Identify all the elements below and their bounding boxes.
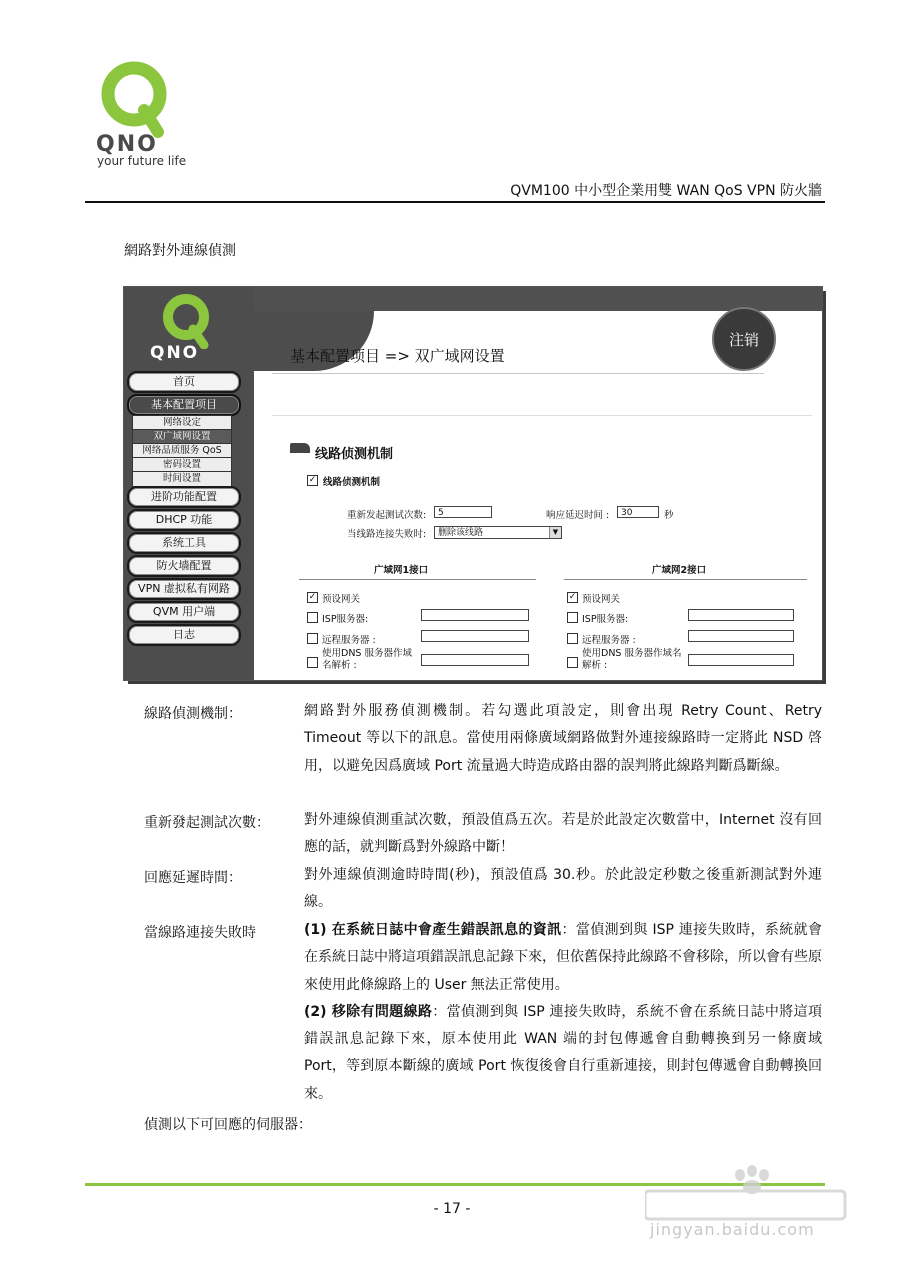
wan1-default-gateway-label: 预设网关 [322,594,361,605]
logo-wordmark: QNO [96,132,158,157]
nsd-enable-checkbox[interactable]: ✓ [308,475,317,485]
subnav-qos[interactable]: 网络品质服务 QoS [132,443,232,459]
wan2-dns-input[interactable] [688,654,794,666]
wan1-dns-input[interactable] [421,654,529,666]
wan2-header-rule [564,579,807,580]
term-line-detection: 線路偵測機制： [144,706,242,722]
nav-firewall[interactable]: 防火墙配置 [127,555,241,577]
option-1-text: ：當偵測到與 ISP 連接失敗時，系統就會在系統日誌中將這項錯誤訊息記錄下來，但依舊保持此線路不會移除，所以會有些原來使用此條線路上的 User 無法正常使用。 [304,922,822,993]
retry-timeout-input[interactable]: 30 [617,506,659,518]
wan1-isp-input[interactable] [421,609,529,621]
wan1-remote-checkbox[interactable] [307,633,318,644]
nav-system-tools[interactable]: 系统工具 [127,532,241,554]
chevron-down-icon: ▼ [549,527,561,538]
router-ui-screenshot [123,286,823,681]
retry-timeout-unit: 秒 [664,510,674,521]
wan1-header-rule [299,579,536,580]
term-detect-servers: 偵測以下可回應的伺服器： [144,1117,312,1133]
watermark-url: jingyan.baidu.com [650,1220,815,1239]
term-retry-count: 重新發起測試次數： [144,815,270,831]
fail-action-option-2 [304,999,822,1108]
wan1-default-gateway-checkbox[interactable]: ✓ [308,592,317,602]
wan1-isp-checkbox[interactable] [307,612,318,623]
wan2-remote-checkbox[interactable] [567,633,578,644]
wan2-isp-input[interactable] [688,609,794,621]
wan2-dns-label: 使用DNS 服务器作域名解析 : [582,648,682,671]
subnav-time[interactable]: 时间设置 [132,471,232,487]
wan2-dns-checkbox[interactable] [567,657,578,668]
content-divider [272,415,812,416]
form-section-title: 线路侦测机制 [315,447,394,462]
retry-count-input[interactable]: 5 [434,506,492,518]
option-2-text: ：當偵測到與 ISP 連接失敗時，系統不會在系統日誌中將這項錯誤訊息記錄下來，原本使用此 WAN 端的封包傳遞會自動轉換到另一條廣域 Port，等到原本斷線的廣域 Port 恢復後會自行重新連接，則封包傳遞會自動轉換回來。 [304,1003,822,1102]
nav-dhcp[interactable]: DHCP 功能 [127,509,241,531]
retry-timeout-label: 响应延迟时间 : [546,510,610,521]
fail-action-select[interactable] [434,526,562,539]
nsd-enable-label: 线路侦测机制 [323,477,381,488]
option-1-title: (1) 在系統日誌中會產生錯誤訊息的資訊 [304,922,562,938]
wan1-dns-checkbox[interactable] [307,657,318,668]
term-fail-action: 當線路連接失敗時 [144,925,256,941]
wan2-default-gateway-checkbox[interactable]: ✓ [568,592,577,602]
wan1-dns-label: 使用DNS 服务器作域名解析 : [322,648,412,671]
wan1-isp-label: ISP服务器: [322,614,369,625]
nav-qvm-client[interactable]: QVM 用户端 [127,601,241,623]
wan2-remote-label: 远程服务器 : [582,635,636,646]
section-heading: 網路對外連線偵測 [124,243,236,259]
logout-button[interactable]: 注销 [712,307,776,371]
desc-retry-count: 對外連線偵測重試次數，預設值爲五次。若是於此設定次數當中，Internet 沒有回應的話，就判斷爲對外線路中斷！ [304,812,822,856]
nav-advanced[interactable]: 进阶功能配置 [127,486,241,508]
wan1-remote-input[interactable] [421,630,529,642]
retry-count-label: 重新发起测试次数: [347,510,427,521]
subnav-dual-wan[interactable]: 双广域网设置 [132,429,232,445]
logo-tagline: your future life [97,154,187,168]
wan2-header: 广域网2接口 [652,565,707,576]
header-line [272,373,764,374]
desc-retry-timeout: 對外連線偵測逾時時間(秒)，預設值爲 30.秒。於此設定秒數之後重新測試對外連線。 [304,867,822,911]
wan1-header: 广域网1接口 [374,565,429,576]
wan2-remote-input[interactable] [688,630,794,642]
wan2-isp-checkbox[interactable] [567,612,578,623]
desc-line-detection: 網路對外服務偵測機制。若勾選此項設定，則會出現 Retry Count、Retry Timeout 等以下的訊息。當使用兩條廣域網路做對外連接線路時一定將此 NSD 啓用，以避免因爲廣域 Port 流量過大時造成路由器的誤判將此線路判斷爲斷線。 [304,703,822,774]
section-tab-icon [290,443,310,453]
nav-vpn[interactable]: VPN 虚拟私有网路 [127,578,241,600]
fail-action-option-1 [304,917,822,999]
subnav-network-setting[interactable]: 网络设定 [132,415,232,431]
wan2-default-gateway-label: 预设网关 [582,594,621,605]
subnav-password[interactable]: 密码设置 [132,457,232,473]
header-divider [85,201,825,203]
wan2-isp-label: ISP服务器: [582,614,629,625]
wan1-remote-label: 远程服务器 : [322,635,376,646]
qno-logo-icon [154,293,224,349]
ui-logo-wordmark: QNO [150,343,200,363]
nav-log[interactable]: 日志 [127,624,241,646]
page-number: - 17 - [433,1201,471,1217]
fail-action-value: 删除该线路 [438,528,484,538]
nav-basic-setup[interactable]: 基本配置项目 [127,394,241,416]
term-retry-timeout: 回應延遲時間： [144,870,242,886]
nav-home[interactable]: 首页 [127,371,241,393]
fail-action-label: 当线路连接失败时: [347,529,427,540]
desc-fail-action [304,917,822,1108]
document-title: QVM100 中小型企業用雙 WAN QoS VPN 防火牆 [510,183,822,199]
option-2-title: (2) 移除有問題線路 [304,1003,433,1020]
breadcrumb: 基本配置项目 => 双广域网设置 [290,347,505,365]
